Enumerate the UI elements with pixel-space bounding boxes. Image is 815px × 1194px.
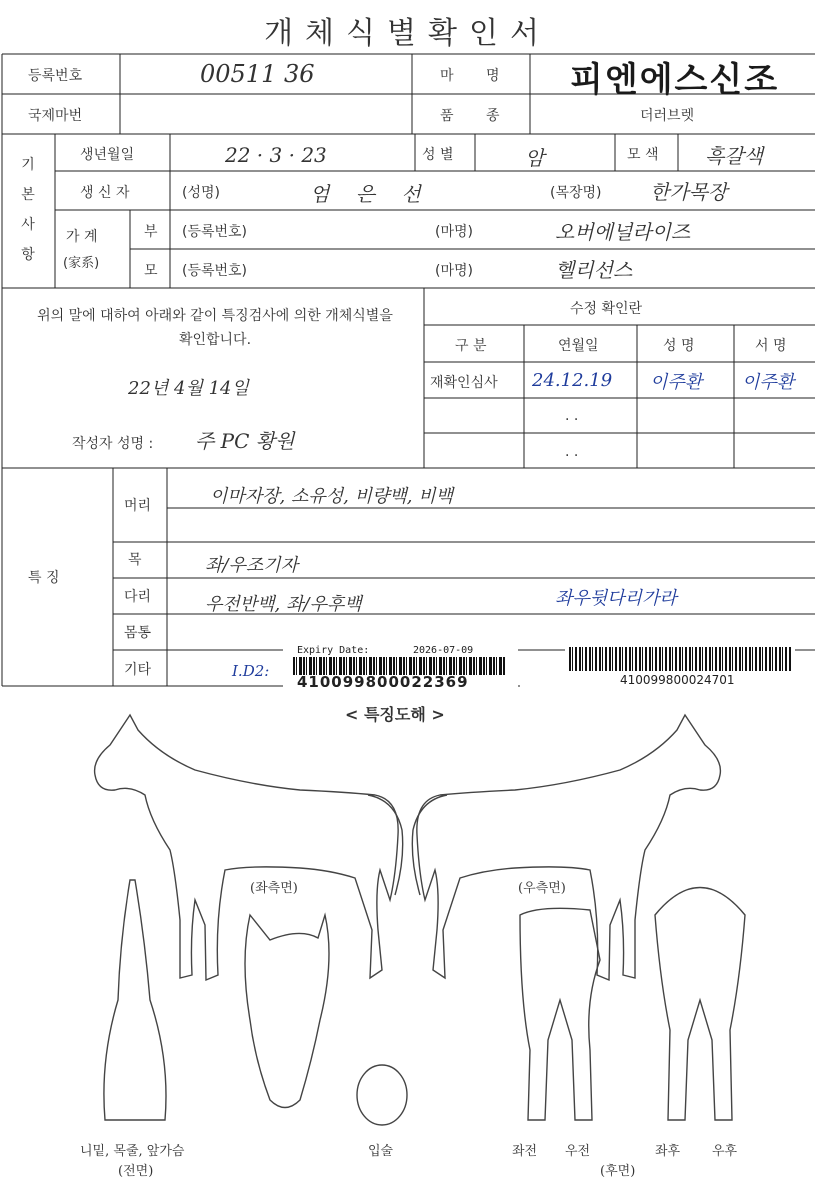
- neck-value: 좌/우조기자: [205, 555, 299, 576]
- lips-caption: 입술: [368, 1144, 394, 1159]
- horse-hind-legs: [655, 888, 745, 1121]
- writer-label: 작성자 성명 :: [72, 436, 154, 452]
- dam-name-tag: (마명): [435, 263, 473, 279]
- horse-name-stamp: 피엔에스신조: [570, 60, 780, 100]
- amend-header-sign: 서 명: [755, 338, 787, 354]
- horse-left-side: [95, 715, 403, 980]
- amend-row-sign: 이주환: [742, 372, 795, 393]
- front-caption: 니밑, 목줄, 앞가슴: [80, 1144, 185, 1159]
- sire-label: 부: [144, 224, 158, 240]
- dam-reg-tag: (등록번호): [182, 263, 248, 279]
- expiry-label: Expiry Date:: [297, 645, 370, 656]
- head-value: 이마자장, 소유성, 비량백, 비백: [210, 486, 453, 507]
- head-label: 머리: [124, 498, 152, 514]
- horse-front-neck: [104, 880, 166, 1120]
- left-side-caption: (좌측면): [250, 881, 298, 896]
- legs-label: 다리: [124, 589, 152, 605]
- etc-label: 기타: [124, 662, 152, 678]
- neck-label: 목: [128, 552, 142, 568]
- chip-number-1: 410099800022369: [297, 673, 469, 691]
- breeder-label: 생 신 자: [80, 185, 130, 201]
- horse-front-legs: [520, 908, 600, 1120]
- confirm-statement: 위의 말에 대하여 아래와 같이 특징검사에 의한 개체식별을 확인합니다.: [37, 308, 393, 348]
- dam-label: 모: [144, 263, 158, 279]
- pedigree-label: 가 계: [66, 229, 98, 245]
- document-title: 개체식별확인서: [264, 16, 551, 51]
- color-label: 모 색: [627, 147, 659, 163]
- hind-right-caption: 우후: [712, 1144, 738, 1159]
- ranch-tag: (목장명): [550, 185, 602, 201]
- birth-value: 22 · 3 · 23: [225, 143, 327, 167]
- amend-row-label: 재확인심사: [430, 375, 498, 391]
- horse-diagrams: [0, 700, 815, 1194]
- sire-name-value: 오버에널라이즈: [555, 220, 691, 244]
- amend-row-date: 24.12.19: [532, 370, 613, 391]
- color-value: 흑갈색: [705, 144, 763, 168]
- sex-value: 암: [525, 146, 545, 170]
- right-side-caption: (우측면): [518, 881, 566, 896]
- breeder-name-value: 엄 은 선: [310, 182, 431, 206]
- amend-title: 수정 확인란: [570, 301, 643, 317]
- sire-reg-tag: (등록번호): [182, 224, 248, 240]
- expiry-value: 2026-07-09: [413, 645, 474, 656]
- legs-note: 좌우뒷다리가라: [555, 588, 677, 609]
- chip-number-2: 410099800024701: [620, 673, 735, 687]
- ranch-value: 한가목장: [650, 180, 728, 204]
- legs-value: 우전반백, 좌/우후백: [205, 594, 362, 615]
- birth-label: 생년월일: [80, 147, 135, 163]
- amend-header-name: 성 명: [663, 338, 695, 354]
- sex-label: 성 별: [422, 147, 454, 163]
- sire-name-tag: (마명): [435, 224, 473, 240]
- dam-name-value: 헬리선스: [555, 258, 633, 282]
- features-section-label: 특 징: [28, 570, 60, 586]
- confirm-date: 22년 4월 14일: [128, 378, 249, 399]
- horse-lips: [357, 1065, 407, 1125]
- breed-label: 품 종: [440, 108, 514, 124]
- body-label: 몸통: [124, 625, 152, 641]
- reg-no-label: 등록번호: [28, 68, 83, 84]
- fore-right-caption: 우전: [565, 1144, 591, 1159]
- horse-head-front: [245, 915, 329, 1108]
- rear-sub-caption: (후면): [600, 1164, 636, 1179]
- diagram-title: < 특징도해 >: [345, 705, 445, 724]
- horse-name-label: 마 명: [440, 68, 514, 84]
- fore-left-caption: 좌전: [512, 1144, 538, 1159]
- barcode-2: [569, 647, 791, 671]
- writer-value: 주 PC 황원: [195, 429, 295, 453]
- front-sub-caption: (전면): [118, 1164, 154, 1179]
- amend-header-category: 구 분: [455, 338, 487, 354]
- etc-value: I.D2:: [232, 662, 270, 680]
- basic-section-label: 기본사항: [21, 157, 35, 263]
- amend-empty-dots-2: . .: [565, 444, 579, 460]
- amend-empty-dots-1: . .: [565, 408, 579, 424]
- reg-no-value: 00511 36: [200, 60, 315, 88]
- intl-name-label: 국제마번: [28, 108, 83, 124]
- breed-value: 더러브렛: [640, 108, 695, 124]
- microchip-sticker-2: [565, 645, 795, 690]
- horse-right-side: [412, 715, 720, 980]
- pedigree-hanja: (家系): [63, 256, 100, 271]
- hind-left-caption: 좌후: [655, 1144, 681, 1159]
- microchip-sticker-1: [283, 643, 518, 693]
- amend-row-name: 이주환: [650, 372, 703, 393]
- breeder-name-tag: (성명): [182, 185, 220, 201]
- amend-header-date: 연월일: [558, 338, 599, 354]
